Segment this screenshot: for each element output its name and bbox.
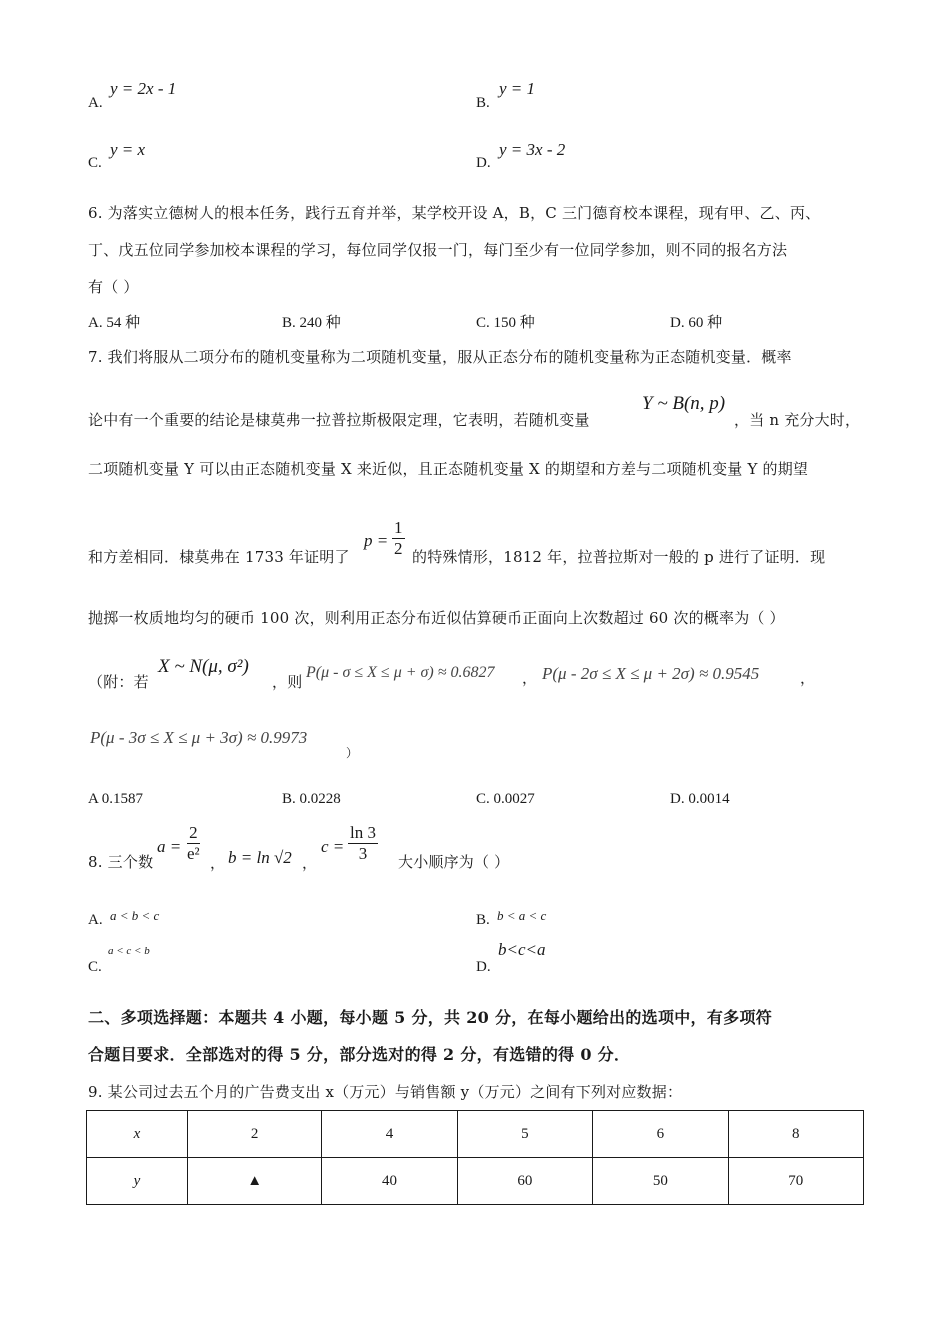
q5-option-a: [88, 95, 103, 112]
q7-option-a: A 0.1587: [88, 791, 144, 807]
section2-heading-line-1: 二、多项选择题：本题共 4 小题，每小题 5 分，共 20 分，在每小题给出的选项中，有多项符: [88, 1008, 773, 1027]
q9-text: 9. 某公司过去五个月的广告费支出 x（万元）与销售额 y（万元）之间有下列对应数据：: [88, 1083, 683, 1101]
q6-option-a: A. 54 种: [88, 315, 141, 331]
q8-option-c: C.: [88, 959, 102, 975]
q8-c-var: c =: [321, 837, 345, 856]
table-row-y: [87, 1158, 864, 1205]
q5-option-c: [88, 155, 102, 172]
table-cell: 60: [457, 1158, 592, 1205]
section2-heading-line-2: 合题目要求．全部选对的得 5 分，部分选对的得 2 分，有选错的得 0 分．: [88, 1045, 631, 1064]
q7-prob-2sigma: P(μ - 2σ ≤ X ≤ μ + 2σ) ≈ 0.9545: [542, 664, 760, 683]
q8-sep-1: ，: [210, 854, 226, 872]
q7-note-close: ）: [346, 746, 359, 760]
fraction-denominator: e²: [187, 844, 200, 863]
q7-prob-3sigma: P(μ - 3σ ≤ X ≤ μ + 3σ) ≈ 0.9973: [90, 728, 308, 747]
q7-option-d: D. 0.0014: [670, 791, 730, 807]
option-label: B.: [476, 95, 490, 111]
fraction-numerator: ln 3: [350, 823, 376, 842]
q5-option-d-expr: y = 3x - 2: [499, 140, 566, 159]
table-cell: 5: [457, 1111, 592, 1158]
q8-a-fraction: [185, 823, 202, 864]
q8-pre: 8. 三个数: [88, 853, 154, 871]
table-cell: 70: [728, 1158, 863, 1205]
q6-option-c: C. 150 种: [476, 315, 535, 331]
q8-a-var: a =: [157, 837, 182, 856]
q8-option-a: A.: [88, 912, 103, 928]
table-cell-header: y: [87, 1158, 188, 1205]
table-cell: 40: [322, 1158, 457, 1205]
q7-note-pre: （附：若: [88, 673, 149, 691]
option-label: C.: [88, 155, 102, 171]
q6-line-2: 丁、戊五位同学参加校本课程的学习，每位同学仅报一门，每门至少有一位同学参加，则不同的报名方法: [88, 241, 788, 259]
q5-option-b-expr: y = 1: [499, 79, 536, 98]
q7-note-mid: ，则: [272, 673, 303, 691]
q7-sep-2: ，: [800, 669, 816, 687]
q7-prob-1sigma: P(μ - σ ≤ X ≤ μ + σ) ≈ 0.6827: [306, 664, 495, 681]
table-cell: 50: [593, 1158, 728, 1205]
q5-option-b: [476, 95, 490, 112]
q6-line-1: 6. 为落实立德树人的根本任务，践行五育并举，某学校开设 A，B，C 三门德育校本课程，现有甲、乙、丙、: [88, 204, 821, 222]
q7-sep-1: ，: [522, 669, 538, 687]
q5-option-a-expr: y = 2x - 1: [110, 79, 177, 98]
q8-sep-2: ，: [302, 854, 318, 872]
q8-option-d-expr: b<c<a: [498, 940, 546, 959]
q8-post: 大小顺序为（ ）: [398, 853, 510, 871]
table-cell-header: x: [87, 1111, 188, 1158]
table-cell: 2: [188, 1111, 322, 1158]
option-label: A.: [88, 95, 103, 111]
q8-c-fraction: [348, 823, 378, 864]
q8-option-a-expr: a < b < c: [110, 908, 160, 923]
q7-option-b: B. 0.0228: [282, 791, 341, 807]
q8-option-b-expr: b < a < c: [497, 908, 547, 923]
q7-line-1: 7. 我们将服从二项分布的随机变量称为二项随机变量，服从正态分布的随机变量称为正态随机变量．概率: [88, 348, 792, 366]
q8-option-b: B.: [476, 912, 490, 928]
table-cell-triangle: ▲: [188, 1158, 322, 1205]
q8-option-d: D.: [476, 959, 491, 975]
table-cell: 4: [322, 1111, 457, 1158]
q9-data-table: [86, 1110, 864, 1205]
q7-line-4-post: 的特殊情形，1812 年，拉普拉斯对一般的 p 进行了证明．现: [412, 548, 826, 566]
fraction-denominator: 3: [358, 844, 368, 863]
q8-b-expr: b = ln √2: [228, 848, 292, 867]
fraction-denominator: 2: [394, 539, 403, 558]
fraction-numerator: 2: [189, 823, 198, 842]
q7-line-2-post: ，当 n 充分大时，: [734, 411, 861, 429]
option-label: D.: [476, 155, 491, 171]
q5-option-c-expr: y = x: [110, 140, 146, 159]
q7-line-5: 抛掷一枚质地均匀的硬币 100 次，则利用正态分布近似估算硬币正面向上次数超过 60 次的概率为（ ）: [88, 609, 785, 627]
q7-line-2-pre: 论中有一个重要的结论是棣莫弗一拉普拉斯极限定理，它表明，若随机变量: [88, 411, 590, 429]
q7-line-3: 二项随机变量 Y 可以由正态随机变量 X 来近似，且正态随机变量 X 的期望和方差与二项随机变量 Y 的期望: [88, 460, 809, 478]
q6-option-d: D. 60 种: [670, 315, 723, 331]
q7-p-fraction: [392, 518, 405, 559]
table-row-x: [87, 1111, 864, 1158]
q7-line-4-pre: 和方差相同．棣莫弗在 1733 年证明了: [88, 548, 350, 566]
q6-line-3: 有（ ）: [88, 278, 139, 296]
table-cell: 6: [593, 1111, 728, 1158]
q7-option-c: C. 0.0027: [476, 791, 535, 807]
q6-option-b: B. 240 种: [282, 315, 341, 331]
table-cell: 8: [728, 1111, 863, 1158]
q8-option-c-expr: a < c < b: [108, 945, 150, 957]
fraction-numerator: 1: [394, 518, 403, 537]
q7-p-var: p =: [364, 531, 389, 550]
q7-binomial-expr: Y ~ B(n, p): [642, 393, 726, 414]
q5-option-d: [476, 155, 491, 172]
q7-normal-expr: X ~ N(μ, σ²): [158, 656, 249, 677]
